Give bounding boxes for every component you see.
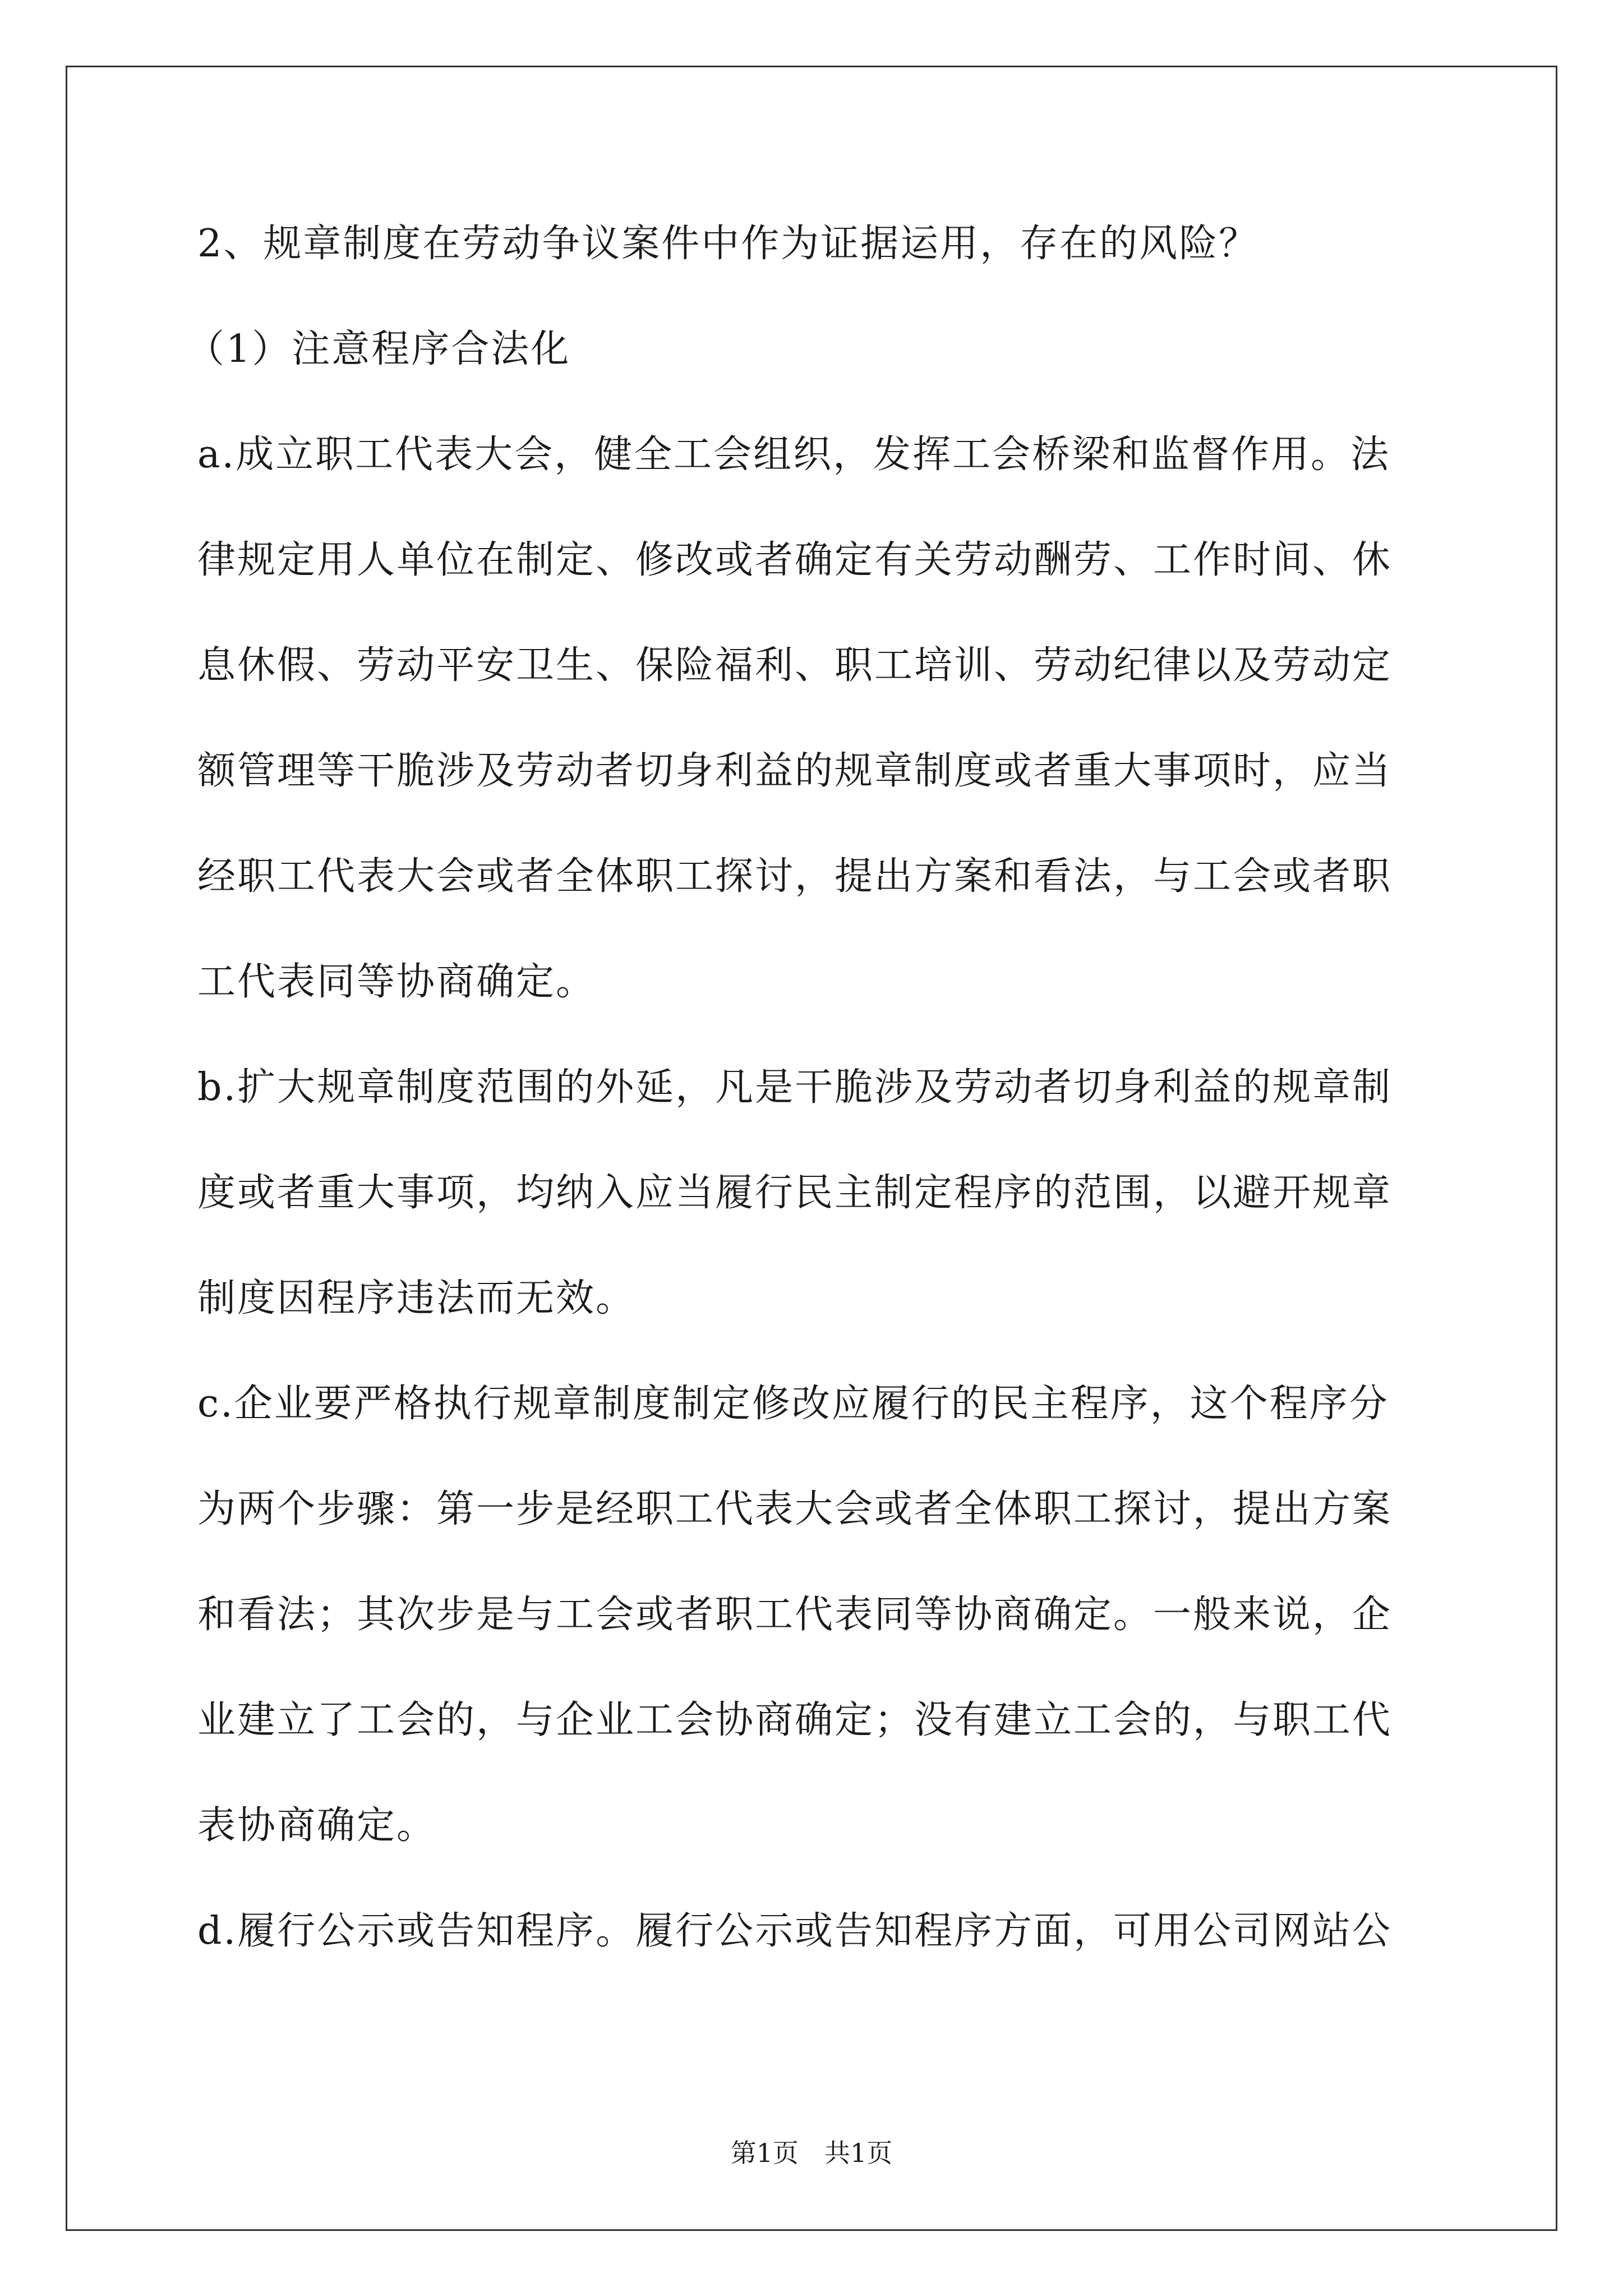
section-subheading: （1）注意程序合法化 <box>186 327 571 371</box>
paragraph-line: a.成立职工代表大会，健全工会组织，发挥工会桥梁和监督作用。法 <box>197 432 1391 477</box>
paragraph-line: c.企业要严格执行规章制度制定修改应履行的民主程序，这个程序分 <box>197 1382 1389 1426</box>
paragraph-line: 制度因程序违法而无效。 <box>197 1276 636 1320</box>
paragraph-line: d.履行公示或告知程序。履行公示或告知程序方面，可用公司网站公 <box>197 1909 1393 1953</box>
paragraph-line: b.扩大规章制度范围的外延，凡是干脆涉及劳动者切身利益的规章制 <box>197 1065 1393 1110</box>
page-number: 第1页 共1页 <box>730 2138 893 2168</box>
paragraph-line: 额管理等干脆涉及劳动者切身利益的规章制度或者重大事项时，应当 <box>197 749 1393 793</box>
paragraph-line: 经职工代表大会或者全体职工探讨，提出方案和看法，与工会或者职 <box>197 854 1393 899</box>
document-body <box>186 213 1431 2006</box>
paragraph-line: 表协商确定。 <box>197 1803 437 1848</box>
paragraph-line: 律规定用人单位在制定、修改或者确定有关劳动酬劳、工作时间、休 <box>197 538 1393 582</box>
paragraph-line: 和看法；其次步是与工会或者职工代表同等协商确定。一般来说，企 <box>197 1593 1393 1637</box>
paragraph-line: 为两个步骤：第一步是经职工代表大会或者全体职工探讨，提出方案 <box>197 1487 1393 1531</box>
section-heading: 2、规章制度在劳动争议案件中作为证据运用，存在的风险？ <box>197 222 1259 266</box>
paragraph-line: 业建立了工会的，与企业工会协商确定；没有建立工会的，与职工代 <box>197 1698 1393 1742</box>
paragraph-line: 度或者重大事项，均纳入应当履行民主制定程序的范围，以避开规章 <box>197 1171 1393 1215</box>
paragraph-line: 息休假、劳动平安卫生、保险福利、职工培训、劳动纪律以及劳动定 <box>197 643 1393 688</box>
paragraph-line: 工代表同等协商确定。 <box>197 960 596 1004</box>
